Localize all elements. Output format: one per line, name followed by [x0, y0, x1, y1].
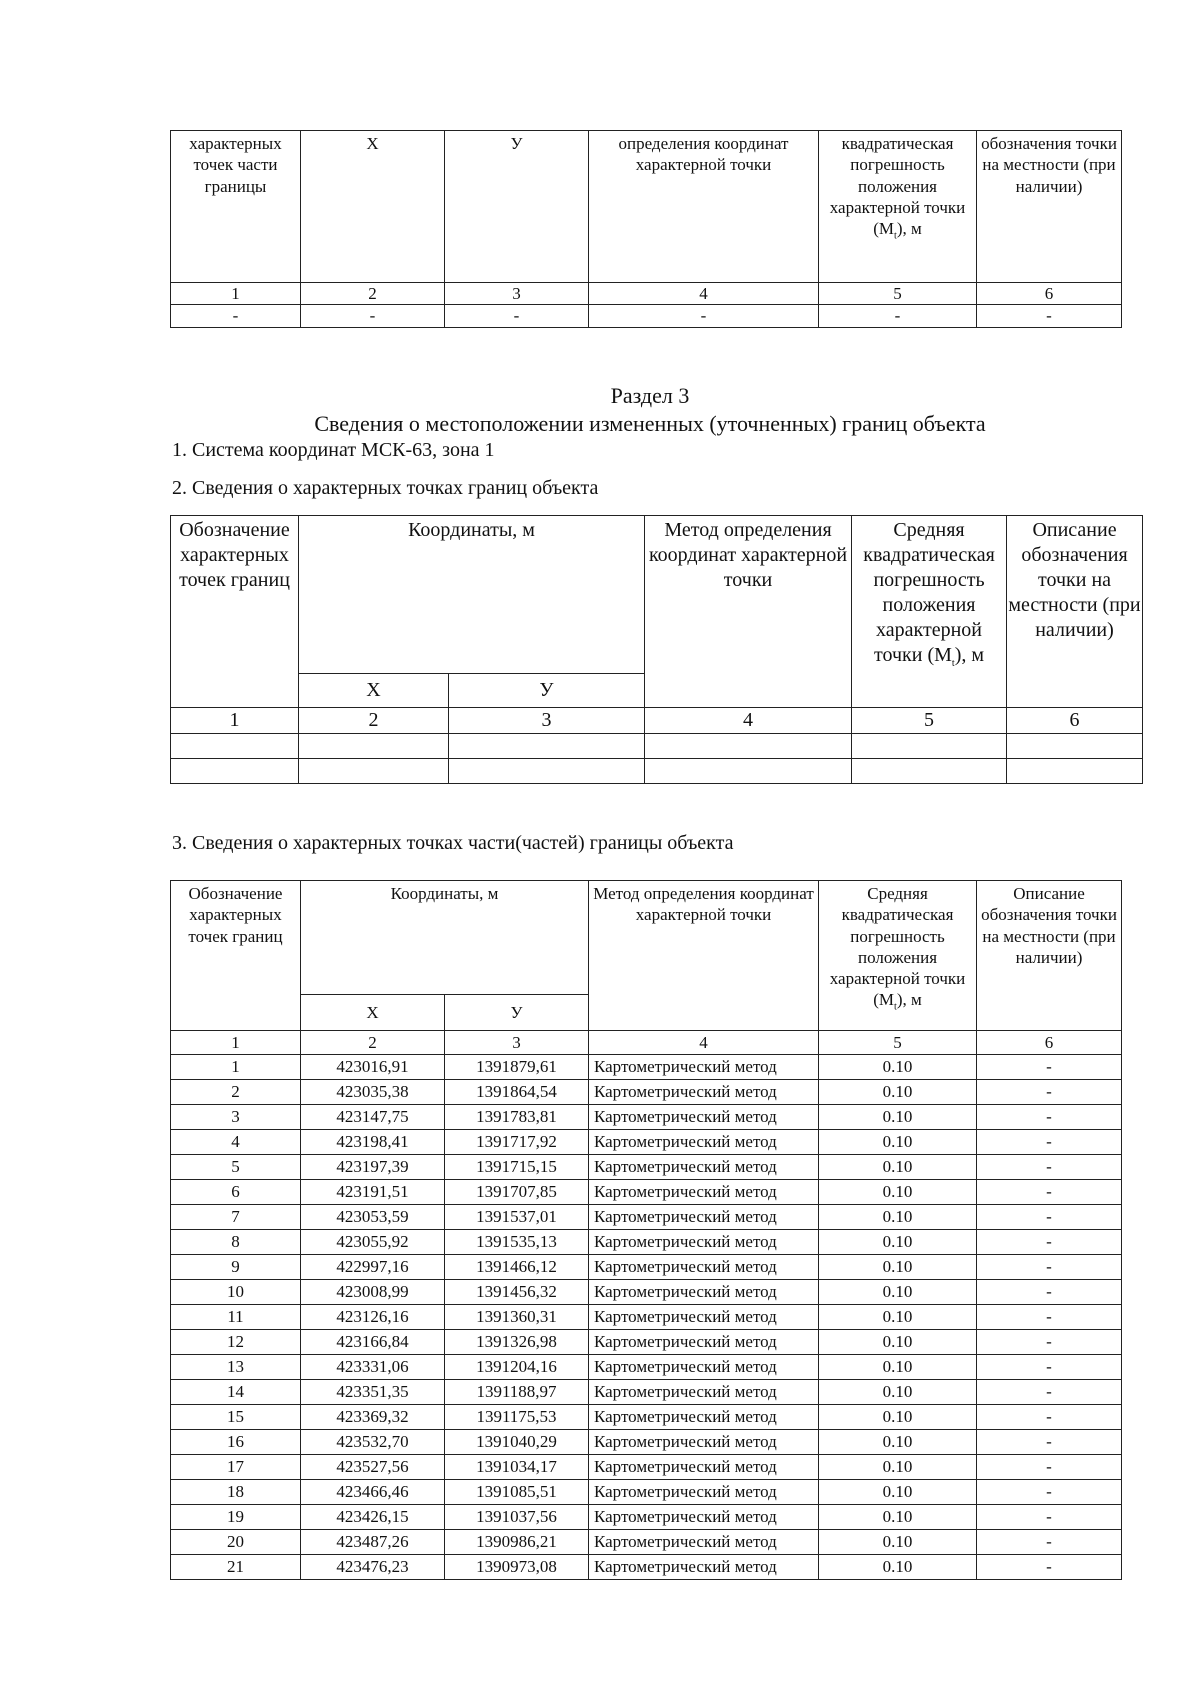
- col-number: 1: [171, 283, 301, 305]
- header-description: Описание обозначения точки на местности (при наличии): [977, 881, 1122, 1031]
- method-cell: Картометрический метод: [589, 1430, 819, 1455]
- header-description: Описание обозначения точки на местности (при наличии): [1007, 516, 1143, 708]
- section-title: Раздел 3: [610, 383, 690, 408]
- col-number: 6: [977, 283, 1122, 305]
- point-number-cell: 4: [171, 1130, 301, 1155]
- point-number-cell: 12: [171, 1330, 301, 1355]
- description-cell: -: [977, 1430, 1122, 1455]
- table-row: [171, 1555, 1122, 1580]
- description-cell: -: [977, 1330, 1122, 1355]
- y-coordinate-cell: 1390973,08: [445, 1555, 589, 1580]
- col-number: 1: [171, 1031, 301, 1055]
- description-cell: -: [977, 1530, 1122, 1555]
- point-number-cell: 15: [171, 1405, 301, 1430]
- header-x: Х: [301, 131, 445, 283]
- header-description: обозначения точки на местности (при наличии): [977, 131, 1122, 283]
- header-point-label: Обозначение характерных точек границ: [171, 881, 301, 1031]
- table-row: [171, 1505, 1122, 1530]
- accuracy-cell: 0.10: [819, 1430, 977, 1455]
- x-coordinate-cell: 423532,70: [301, 1430, 445, 1455]
- point-number-cell: 13: [171, 1355, 301, 1380]
- point-number-cell: 10: [171, 1280, 301, 1305]
- accuracy-cell: 0.10: [819, 1230, 977, 1255]
- accuracy-cell: 0.10: [819, 1355, 977, 1380]
- description-cell: -: [977, 1480, 1122, 1505]
- description-cell: -: [977, 1505, 1122, 1530]
- table-row: [171, 1080, 1122, 1105]
- col-number: 2: [299, 708, 449, 734]
- header-coordinates: Координаты, м: [299, 516, 645, 674]
- accuracy-cell: 0.10: [819, 1055, 977, 1080]
- header-y: У: [449, 674, 645, 708]
- description-cell: -: [977, 1555, 1122, 1580]
- x-coordinate-cell: 423166,84: [301, 1330, 445, 1355]
- method-cell: Картометрический метод: [589, 1105, 819, 1130]
- accuracy-cell: 0.10: [819, 1380, 977, 1405]
- accuracy-cell: 0.10: [819, 1105, 977, 1130]
- method-cell: Картометрический метод: [589, 1330, 819, 1355]
- point-number-cell: 14: [171, 1380, 301, 1405]
- method-cell: Картометрический метод: [589, 1080, 819, 1105]
- cell: -: [977, 305, 1122, 327]
- section-subtitle: Сведения о местоположении измененных (уточненных) границ объекта: [314, 411, 986, 436]
- col-number: 4: [589, 283, 819, 305]
- col-number: 2: [301, 283, 445, 305]
- point-number-cell: 17: [171, 1455, 301, 1480]
- item-3-heading: 3. Сведения о характерных точках части(частей) границы объекта: [172, 832, 734, 854]
- col-number: 3: [449, 708, 645, 734]
- part-boundary-coordinates-table: [170, 880, 1122, 1580]
- table-row: [171, 1380, 1122, 1405]
- x-coordinate-cell: 423331,06: [301, 1355, 445, 1380]
- accuracy-cell: 0.10: [819, 1530, 977, 1555]
- x-coordinate-cell: 422997,16: [301, 1255, 445, 1280]
- point-number-cell: 19: [171, 1505, 301, 1530]
- cell: -: [445, 305, 589, 327]
- accuracy-cell: 0.10: [819, 1155, 977, 1180]
- table-row: [171, 1355, 1122, 1380]
- method-cell: Картометрический метод: [589, 1155, 819, 1180]
- table-row: [171, 1180, 1122, 1205]
- header-accuracy: Средняя квадратическая погрешность положения характерной точки $(М_t)$, м: [852, 516, 1007, 708]
- col-number: 4: [589, 1031, 819, 1055]
- y-coordinate-cell: 1391085,51: [445, 1480, 589, 1505]
- point-number-cell: 18: [171, 1480, 301, 1505]
- table-row: [171, 1530, 1122, 1555]
- accuracy-cell: 0.10: [819, 1280, 977, 1305]
- x-coordinate-cell: 423055,92: [301, 1230, 445, 1255]
- point-number-cell: 5: [171, 1155, 301, 1180]
- accuracy-cell: 0.10: [819, 1130, 977, 1155]
- description-cell: -: [977, 1455, 1122, 1480]
- accuracy-cell: 0.10: [819, 1330, 977, 1355]
- method-cell: Картометрический метод: [589, 1230, 819, 1255]
- col-number: 3: [445, 1031, 589, 1055]
- header-accuracy: квадратическая погрешность положения характерной точки $(М_t)$, м: [819, 131, 977, 283]
- table-row: [171, 1055, 1122, 1080]
- x-coordinate-cell: 423008,99: [301, 1280, 445, 1305]
- header-method: определения координат характерной точки: [589, 131, 819, 283]
- table-row: [171, 1155, 1122, 1180]
- description-cell: -: [977, 1305, 1122, 1330]
- accuracy-cell: 0.10: [819, 1180, 977, 1205]
- description-cell: -: [977, 1105, 1122, 1130]
- y-coordinate-cell: 1391034,17: [445, 1455, 589, 1480]
- point-number-cell: 9: [171, 1255, 301, 1280]
- col-number: 5: [819, 1031, 977, 1055]
- method-cell: Картометрический метод: [589, 1380, 819, 1405]
- x-coordinate-cell: 423466,46: [301, 1480, 445, 1505]
- point-number-cell: 11: [171, 1305, 301, 1330]
- method-cell: Картометрический метод: [589, 1530, 819, 1555]
- table-row: [171, 1205, 1122, 1230]
- accuracy-cell: 0.10: [819, 1080, 977, 1105]
- table-row: [171, 759, 1143, 784]
- table-row: [171, 1330, 1122, 1355]
- method-cell: Картометрический метод: [589, 1455, 819, 1480]
- y-coordinate-cell: 1391040,29: [445, 1430, 589, 1455]
- cell: -: [589, 305, 819, 327]
- accuracy-cell: 0.10: [819, 1405, 977, 1430]
- col-number: 6: [1007, 708, 1143, 734]
- x-coordinate-cell: 423351,35: [301, 1380, 445, 1405]
- coordinate-system: 1. Система координат МСК-63, зона 1: [172, 439, 495, 461]
- table-row: [171, 1305, 1122, 1330]
- col-number: 2: [301, 1031, 445, 1055]
- method-cell: Картометрический метод: [589, 1205, 819, 1230]
- header-x: Х: [299, 674, 449, 708]
- part-boundary-points-table: [170, 130, 1122, 328]
- col-number: 1: [171, 708, 299, 734]
- header-x: Х: [301, 995, 445, 1031]
- header-method: Метод определения координат характерной точки: [589, 881, 819, 1031]
- x-coordinate-cell: 423053,59: [301, 1205, 445, 1230]
- point-number-cell: 20: [171, 1530, 301, 1555]
- x-coordinate-cell: 423197,39: [301, 1155, 445, 1180]
- coordinate-rows: [171, 1055, 1122, 1580]
- table-row: [171, 1480, 1122, 1505]
- table-row: [171, 1255, 1122, 1280]
- x-coordinate-cell: 423426,15: [301, 1505, 445, 1530]
- y-coordinate-cell: 1391326,98: [445, 1330, 589, 1355]
- header-accuracy: Средняя квадратическая погрешность положения характерной точки $(М_t)$, м: [819, 881, 977, 1031]
- header-y: У: [445, 131, 589, 283]
- point-number-cell: 3: [171, 1105, 301, 1130]
- y-coordinate-cell: 1391715,15: [445, 1155, 589, 1180]
- col-number: 4: [645, 708, 852, 734]
- description-cell: -: [977, 1255, 1122, 1280]
- description-cell: -: [977, 1055, 1122, 1080]
- accuracy-cell: 0.10: [819, 1455, 977, 1480]
- description-cell: -: [977, 1155, 1122, 1180]
- y-coordinate-cell: 1391537,01: [445, 1205, 589, 1230]
- y-coordinate-cell: 1391717,92: [445, 1130, 589, 1155]
- point-number-cell: 6: [171, 1180, 301, 1205]
- x-coordinate-cell: 423035,38: [301, 1080, 445, 1105]
- table-row: [171, 1130, 1122, 1155]
- accuracy-cell: 0.10: [819, 1305, 977, 1330]
- y-coordinate-cell: 1391783,81: [445, 1105, 589, 1130]
- x-coordinate-cell: 423016,91: [301, 1055, 445, 1080]
- description-cell: -: [977, 1130, 1122, 1155]
- accuracy-cell: 0.10: [819, 1205, 977, 1230]
- method-cell: Картометрический метод: [589, 1280, 819, 1305]
- item-2-heading: 2. Сведения о характерных точках границ объекта: [172, 477, 599, 499]
- col-number: 6: [977, 1031, 1122, 1055]
- y-coordinate-cell: 1391879,61: [445, 1055, 589, 1080]
- method-cell: Картометрический метод: [589, 1305, 819, 1330]
- x-coordinate-cell: 423476,23: [301, 1555, 445, 1580]
- description-cell: -: [977, 1380, 1122, 1405]
- cell: -: [819, 305, 977, 327]
- description-cell: -: [977, 1080, 1122, 1105]
- point-number-cell: 16: [171, 1430, 301, 1455]
- x-coordinate-cell: 423487,26: [301, 1530, 445, 1555]
- y-coordinate-cell: 1391535,13: [445, 1230, 589, 1255]
- table-row: [171, 1105, 1122, 1130]
- y-coordinate-cell: 1391707,85: [445, 1180, 589, 1205]
- x-coordinate-cell: 423527,56: [301, 1455, 445, 1480]
- method-cell: Картометрический метод: [589, 1480, 819, 1505]
- method-cell: Картометрический метод: [589, 1055, 819, 1080]
- x-coordinate-cell: 423369,32: [301, 1405, 445, 1430]
- header-point-label: Обозначение характерных точек границ: [171, 516, 299, 708]
- accuracy-cell: 0.10: [819, 1480, 977, 1505]
- point-number-cell: 1: [171, 1055, 301, 1080]
- y-coordinate-cell: 1391188,97: [445, 1380, 589, 1405]
- col-number: 5: [852, 708, 1007, 734]
- accuracy-cell: 0.10: [819, 1255, 977, 1280]
- col-number: 5: [819, 283, 977, 305]
- table-row: [171, 1430, 1122, 1455]
- accuracy-cell: 0.10: [819, 1555, 977, 1580]
- method-cell: Картометрический метод: [589, 1555, 819, 1580]
- method-cell: Картометрический метод: [589, 1180, 819, 1205]
- description-cell: -: [977, 1280, 1122, 1305]
- method-cell: Картометрический метод: [589, 1255, 819, 1280]
- y-coordinate-cell: 1390986,21: [445, 1530, 589, 1555]
- y-coordinate-cell: 1391037,56: [445, 1505, 589, 1530]
- x-coordinate-cell: 423126,16: [301, 1305, 445, 1330]
- method-cell: Картометрический метод: [589, 1130, 819, 1155]
- point-number-cell: 7: [171, 1205, 301, 1230]
- header-coordinates: Координаты, м: [301, 881, 589, 995]
- x-coordinate-cell: 423191,51: [301, 1180, 445, 1205]
- description-cell: -: [977, 1355, 1122, 1380]
- column-numbers-row: [171, 1031, 1122, 1055]
- col-number: 3: [445, 283, 589, 305]
- cell: -: [171, 305, 301, 327]
- table-row: [171, 1455, 1122, 1480]
- table-row: [171, 1405, 1122, 1430]
- x-coordinate-cell: 423147,75: [301, 1105, 445, 1130]
- y-coordinate-cell: 1391466,12: [445, 1255, 589, 1280]
- boundary-points-table: [170, 515, 1143, 784]
- description-cell: -: [977, 1180, 1122, 1205]
- y-coordinate-cell: 1391456,32: [445, 1280, 589, 1305]
- accuracy-cell: 0.10: [819, 1505, 977, 1530]
- column-numbers-row: [171, 283, 1122, 305]
- table-row: [171, 305, 1122, 327]
- table-row: [171, 1280, 1122, 1305]
- point-number-cell: 2: [171, 1080, 301, 1105]
- cell: -: [301, 305, 445, 327]
- x-coordinate-cell: 423198,41: [301, 1130, 445, 1155]
- header-y: У: [445, 995, 589, 1031]
- method-cell: Картометрический метод: [589, 1405, 819, 1430]
- header-point-label: характерных точек части границы: [171, 131, 301, 283]
- description-cell: -: [977, 1230, 1122, 1255]
- point-number-cell: 21: [171, 1555, 301, 1580]
- description-cell: -: [977, 1405, 1122, 1430]
- y-coordinate-cell: 1391864,54: [445, 1080, 589, 1105]
- column-numbers-row: [171, 708, 1143, 734]
- header-method: Метод определения координат характерной точки: [645, 516, 852, 708]
- table-row: [171, 1230, 1122, 1255]
- method-cell: Картометрический метод: [589, 1355, 819, 1380]
- method-cell: Картометрический метод: [589, 1505, 819, 1530]
- table-row: [171, 734, 1143, 759]
- point-number-cell: 8: [171, 1230, 301, 1255]
- y-coordinate-cell: 1391175,53: [445, 1405, 589, 1430]
- y-coordinate-cell: 1391360,31: [445, 1305, 589, 1330]
- description-cell: -: [977, 1205, 1122, 1230]
- y-coordinate-cell: 1391204,16: [445, 1355, 589, 1380]
